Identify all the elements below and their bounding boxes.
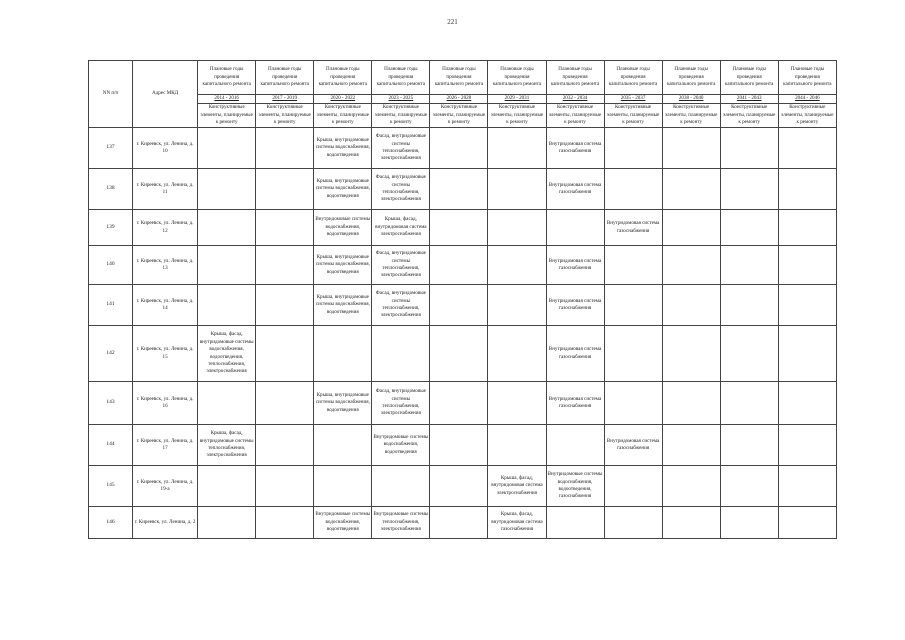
- period-group-header: Плановые годы проведения капитального ремонта: [198, 61, 256, 95]
- repair-cell: [546, 425, 604, 466]
- repair-cell: [604, 466, 662, 507]
- table-row: [89, 169, 837, 210]
- period-group-header: Плановые годы проведения капитального ремонта: [662, 61, 720, 95]
- repair-cell: [256, 326, 314, 382]
- period-group-header: Плановые годы проведения капитального ремонта: [778, 61, 836, 95]
- repair-cell: Внутридомовые системы водоснабжения, водоотведения, газоснабжения: [546, 466, 604, 507]
- repair-cell: [198, 246, 256, 285]
- row-number: 142: [89, 326, 133, 382]
- elements-header: Конструктивные элементы, планируемые к ремонту: [546, 104, 604, 128]
- repair-cell: [488, 246, 546, 285]
- page-number: 221: [447, 18, 458, 26]
- repair-cell: [720, 210, 778, 246]
- repair-cell: [662, 425, 720, 466]
- repair-cell: [430, 169, 488, 210]
- row-number: 143: [89, 382, 133, 425]
- repair-cell: Внутридомовые системы водоснабжения, водоотведения: [372, 425, 430, 466]
- repair-cell: [314, 425, 372, 466]
- repair-cell: [662, 285, 720, 326]
- repair-cell: Внутридомовая система газоснабжения: [546, 382, 604, 425]
- repair-cell: [720, 382, 778, 425]
- repair-cell: [604, 128, 662, 169]
- repair-cell: Крыша, внутридомовые системы водоснабжения, водоотведения: [314, 128, 372, 169]
- repair-cell: [256, 285, 314, 326]
- period-group-header: Плановые годы проведения капитального ремонта: [314, 61, 372, 95]
- table-body: [89, 128, 837, 539]
- repair-cell: [314, 326, 372, 382]
- row-number: 139: [89, 210, 133, 246]
- period-group-header: Плановые годы проведения капитального ремонта: [372, 61, 430, 95]
- elements-header: Конструктивные элементы, планируемые к ремонту: [198, 104, 256, 128]
- repair-cell: [720, 326, 778, 382]
- repair-cell: [198, 466, 256, 507]
- repair-cell: [198, 507, 256, 539]
- repair-cell: [488, 210, 546, 246]
- row-address: г. Киреевск, ул. Ленина, д. 2: [133, 507, 198, 539]
- repair-cell: [488, 169, 546, 210]
- repair-cell: [778, 425, 836, 466]
- row-number: 144: [89, 425, 133, 466]
- elements-header: Конструктивные элементы, планируемые к ремонту: [662, 104, 720, 128]
- row-number: 138: [89, 169, 133, 210]
- repair-schedule-table: [88, 60, 837, 539]
- period-header: 2020 - 2022: [314, 95, 372, 104]
- table-row: [89, 466, 837, 507]
- repair-cell: [488, 326, 546, 382]
- repair-cell: Крыша, внутридомовые системы водоснабжения, водоотведения: [314, 285, 372, 326]
- elements-header: Конструктивные элементы, планируемые к ремонту: [430, 104, 488, 128]
- row-address: г. Киреевск, ул. Ленина, д. 17: [133, 425, 198, 466]
- table-row: [89, 285, 837, 326]
- repair-cell: [198, 285, 256, 326]
- period-header: 2023 - 2025: [372, 95, 430, 104]
- repair-cell: Внутридомовая система газоснабжения: [546, 246, 604, 285]
- repair-cell: [430, 210, 488, 246]
- repair-cell: [546, 507, 604, 539]
- period-group-header: Плановые годы проведения капитального ремонта: [256, 61, 314, 95]
- repair-cell: [604, 246, 662, 285]
- table-header: [89, 61, 837, 128]
- period-group-header: Плановые годы проведения капитального ремонта: [720, 61, 778, 95]
- repair-cell: [720, 466, 778, 507]
- repair-cell: Фасад, внутридомовые системы теплоснабжения, электроснабжения: [372, 128, 430, 169]
- repair-cell: [604, 285, 662, 326]
- repair-cell: [314, 466, 372, 507]
- repair-cell: [720, 425, 778, 466]
- repair-cell: [256, 425, 314, 466]
- repair-cell: [662, 246, 720, 285]
- table-row: [89, 246, 837, 285]
- repair-cell: [662, 507, 720, 539]
- period-header: 2044 - 2046: [778, 95, 836, 104]
- repair-cell: [604, 326, 662, 382]
- repair-cell: Внутридомовая система газоснабжения: [546, 326, 604, 382]
- elements-header: Конструктивные элементы, планируемые к ремонту: [314, 104, 372, 128]
- repair-cell: Внутридомовые системы водоснабжения, водоотведения: [314, 507, 372, 539]
- table-row: [89, 507, 837, 539]
- row-address: г. Киреевск, ул. Ленина, д. 19-а: [133, 466, 198, 507]
- repair-cell: [662, 128, 720, 169]
- repair-cell: Крыша, внутридомовые системы водоснабжения, водоотведения: [314, 382, 372, 425]
- repair-cell: Крыша, внутридомовые системы водоснабжения, водоотведения: [314, 246, 372, 285]
- repair-cell: [488, 382, 546, 425]
- repair-cell: [720, 507, 778, 539]
- elements-header: Конструктивные элементы, планируемые к ремонту: [778, 104, 836, 128]
- row-number: 137: [89, 128, 133, 169]
- repair-cell: [198, 128, 256, 169]
- period-group-header: Плановые годы проведения капитального ремонта: [430, 61, 488, 95]
- row-address: г. Киреевск, ул. Ленина, д. 10: [133, 128, 198, 169]
- repair-cell: [488, 425, 546, 466]
- row-address: г. Киреевск, ул. Ленина, д. 12: [133, 210, 198, 246]
- repair-cell: Крыша, фасад, внутридомовые системы теплоснабжения, электроснабжения: [198, 425, 256, 466]
- repair-cell: [778, 326, 836, 382]
- repair-cell: [662, 466, 720, 507]
- table-row: [89, 382, 837, 425]
- repair-cell: [720, 285, 778, 326]
- elements-header: Конструктивные элементы, планируемые к ремонту: [720, 104, 778, 128]
- repair-cell: [720, 246, 778, 285]
- repair-cell: [488, 128, 546, 169]
- table-row: [89, 128, 837, 169]
- repair-cell: [778, 246, 836, 285]
- period-header: 2014 - 2016: [198, 95, 256, 104]
- repair-cell: [198, 169, 256, 210]
- period-group-header: Плановые годы проведения капитального ремонта: [604, 61, 662, 95]
- repair-cell: Внутридомовая система газоснабжения: [546, 285, 604, 326]
- repair-cell: [778, 169, 836, 210]
- repair-cell: [662, 326, 720, 382]
- repair-cell: [256, 128, 314, 169]
- repair-cell: Фасад, внутридомовые системы теплоснабжения, электроснабжения: [372, 382, 430, 425]
- repair-cell: [546, 210, 604, 246]
- repair-cell: [198, 210, 256, 246]
- repair-cell: Крыша, фасад, внутридомовая система газоснабжения: [488, 507, 546, 539]
- table-row: [89, 326, 837, 382]
- row-address: г. Киреевск, ул. Ленина, д. 13: [133, 246, 198, 285]
- period-header: 2032 - 2034: [546, 95, 604, 104]
- repair-cell: [198, 382, 256, 425]
- repair-cell: [256, 382, 314, 425]
- repair-cell: [720, 128, 778, 169]
- period-header: 2038 - 2040: [662, 95, 720, 104]
- row-address: г. Киреевск, ул. Ленина, д. 11: [133, 169, 198, 210]
- repair-cell: Внутридомовая система газоснабжения: [546, 128, 604, 169]
- table-row: [89, 210, 837, 246]
- num-header: NN п/п: [89, 61, 133, 128]
- repair-cell: Фасад, внутридомовые системы теплоснабжения, электроснабжения: [372, 285, 430, 326]
- address-header: Адрес МКД: [133, 61, 198, 128]
- repair-cell: [430, 285, 488, 326]
- period-group-header: Плановые годы проведения капитального ремонта: [488, 61, 546, 95]
- elements-header: Конструктивные элементы, планируемые к ремонту: [372, 104, 430, 128]
- repair-cell: Внутридомовая система газоснабжения: [604, 210, 662, 246]
- repair-cell: [256, 507, 314, 539]
- row-address: г. Киреевск, ул. Ленина, д. 15: [133, 326, 198, 382]
- repair-cell: [430, 326, 488, 382]
- repair-cell: [372, 466, 430, 507]
- repair-cell: [488, 285, 546, 326]
- elements-header: Конструктивные элементы, планируемые к ремонту: [488, 104, 546, 128]
- repair-cell: [430, 128, 488, 169]
- repair-cell: [430, 382, 488, 425]
- period-header: 2029 - 2031: [488, 95, 546, 104]
- header-row-elements: [89, 104, 837, 128]
- repair-cell: [256, 210, 314, 246]
- period-header: 2026 - 2028: [430, 95, 488, 104]
- repair-cell: Внутридомовые системы водоснабжения, водоотведения: [314, 210, 372, 246]
- row-address: г. Киреевск, ул. Ленина, д. 16: [133, 382, 198, 425]
- row-number: 141: [89, 285, 133, 326]
- repair-cell: Крыша, фасад, внутридомовая система электроснабжения: [372, 210, 430, 246]
- repair-cell: [662, 210, 720, 246]
- header-row-group: [89, 61, 837, 95]
- repair-cell: [372, 326, 430, 382]
- repair-cell: Крыша, фасад, внутридомовые системы водоснабжения, водоотведения, теплоснабжения, электроснабжения: [198, 326, 256, 382]
- repair-cell: Внутридомовая система газоснабжения: [604, 425, 662, 466]
- repair-cell: [778, 285, 836, 326]
- repair-cell: [430, 466, 488, 507]
- row-number: 146: [89, 507, 133, 539]
- repair-cell: [430, 246, 488, 285]
- repair-cell: [256, 169, 314, 210]
- repair-cell: [662, 382, 720, 425]
- repair-cell: [778, 210, 836, 246]
- repair-cell: [778, 382, 836, 425]
- table-row: [89, 425, 837, 466]
- repair-cell: Крыша, внутридомовые системы водоснабжения, водоотведения: [314, 169, 372, 210]
- repair-cell: [430, 507, 488, 539]
- repair-cell: [256, 466, 314, 507]
- header-row-periods: [89, 95, 837, 104]
- period-header: 2041 - 2043: [720, 95, 778, 104]
- repair-cell: [778, 507, 836, 539]
- repair-cell: Крыша, фасад, внутридомовая система электроснабжения: [488, 466, 546, 507]
- repair-cell: Внутридомовая система газоснабжения: [546, 169, 604, 210]
- period-group-header: Плановые годы проведения капитального ремонта: [546, 61, 604, 95]
- period-header: 2017 - 2019: [256, 95, 314, 104]
- repair-cell: [778, 466, 836, 507]
- repair-cell: [604, 507, 662, 539]
- repair-cell: [430, 425, 488, 466]
- repair-cell: [604, 382, 662, 425]
- repair-cell: [256, 246, 314, 285]
- elements-header: Конструктивные элементы, планируемые к ремонту: [604, 104, 662, 128]
- repair-cell: Фасад, внутридомовые системы теплоснабжения, электроснабжения: [372, 169, 430, 210]
- repair-cell: [720, 169, 778, 210]
- repair-cell: [778, 128, 836, 169]
- repair-cell: [604, 169, 662, 210]
- repair-cell: Внутридомовые системы теплоснабжения, электроснабжения: [372, 507, 430, 539]
- period-header: 2035 - 2037: [604, 95, 662, 104]
- row-number: 140: [89, 246, 133, 285]
- row-address: г. Киреевск, ул. Ленина, д. 14: [133, 285, 198, 326]
- elements-header: Конструктивные элементы, планируемые к ремонту: [256, 104, 314, 128]
- repair-cell: [662, 169, 720, 210]
- row-number: 145: [89, 466, 133, 507]
- repair-cell: Фасад, внутридомовые системы теплоснабжения, электроснабжения: [372, 246, 430, 285]
